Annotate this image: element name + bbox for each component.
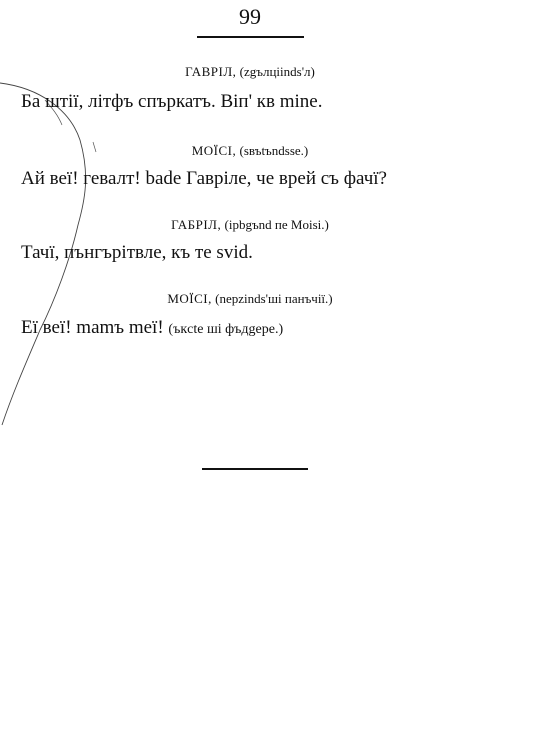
dialogue-text: Ай веї! гевалт! bade Гавріле, че врей съ фачї? xyxy=(21,168,387,189)
dialogue-line-1 xyxy=(21,91,322,113)
dialogue-line-4 xyxy=(21,317,283,339)
speaker-name: ГАВРІЛ, xyxy=(185,64,237,79)
speaker-heading-1 xyxy=(0,64,500,80)
speaker-heading-4 xyxy=(0,291,500,307)
speaker-heading-2 xyxy=(0,143,500,159)
header-rule xyxy=(197,36,304,38)
stage-direction: (sвъtъndsse.) xyxy=(239,143,309,158)
speaker-name: ГАБРІЛ, xyxy=(171,217,222,232)
speaker-name: МОЇСІ, xyxy=(191,143,237,158)
dialogue-text: Ба штії, літфъ спъркатъ. Віп' кв mine. xyxy=(21,91,323,112)
stage-direction: (iрbgъnd пе Moisi.) xyxy=(224,217,329,232)
inline-stage-direction: (ъкcte ші фъдgере.) xyxy=(168,322,284,337)
stage-direction: (zgълціinds'л) xyxy=(239,64,315,79)
stage-direction: (nepzinds'ші панъчії.) xyxy=(215,291,333,306)
dialogue-text: Еї веї! mamъ meї! xyxy=(21,317,164,338)
dialogue-text: Тачї, пънгърітвле, къ те svid. xyxy=(21,242,253,263)
page-number: 99 xyxy=(239,4,261,29)
speaker-heading-3 xyxy=(0,217,500,233)
dialogue-line-3 xyxy=(21,242,253,264)
speaker-name: МОЇСІ, xyxy=(167,291,212,306)
end-rule xyxy=(202,468,308,470)
dialogue-line-2 xyxy=(21,168,387,190)
